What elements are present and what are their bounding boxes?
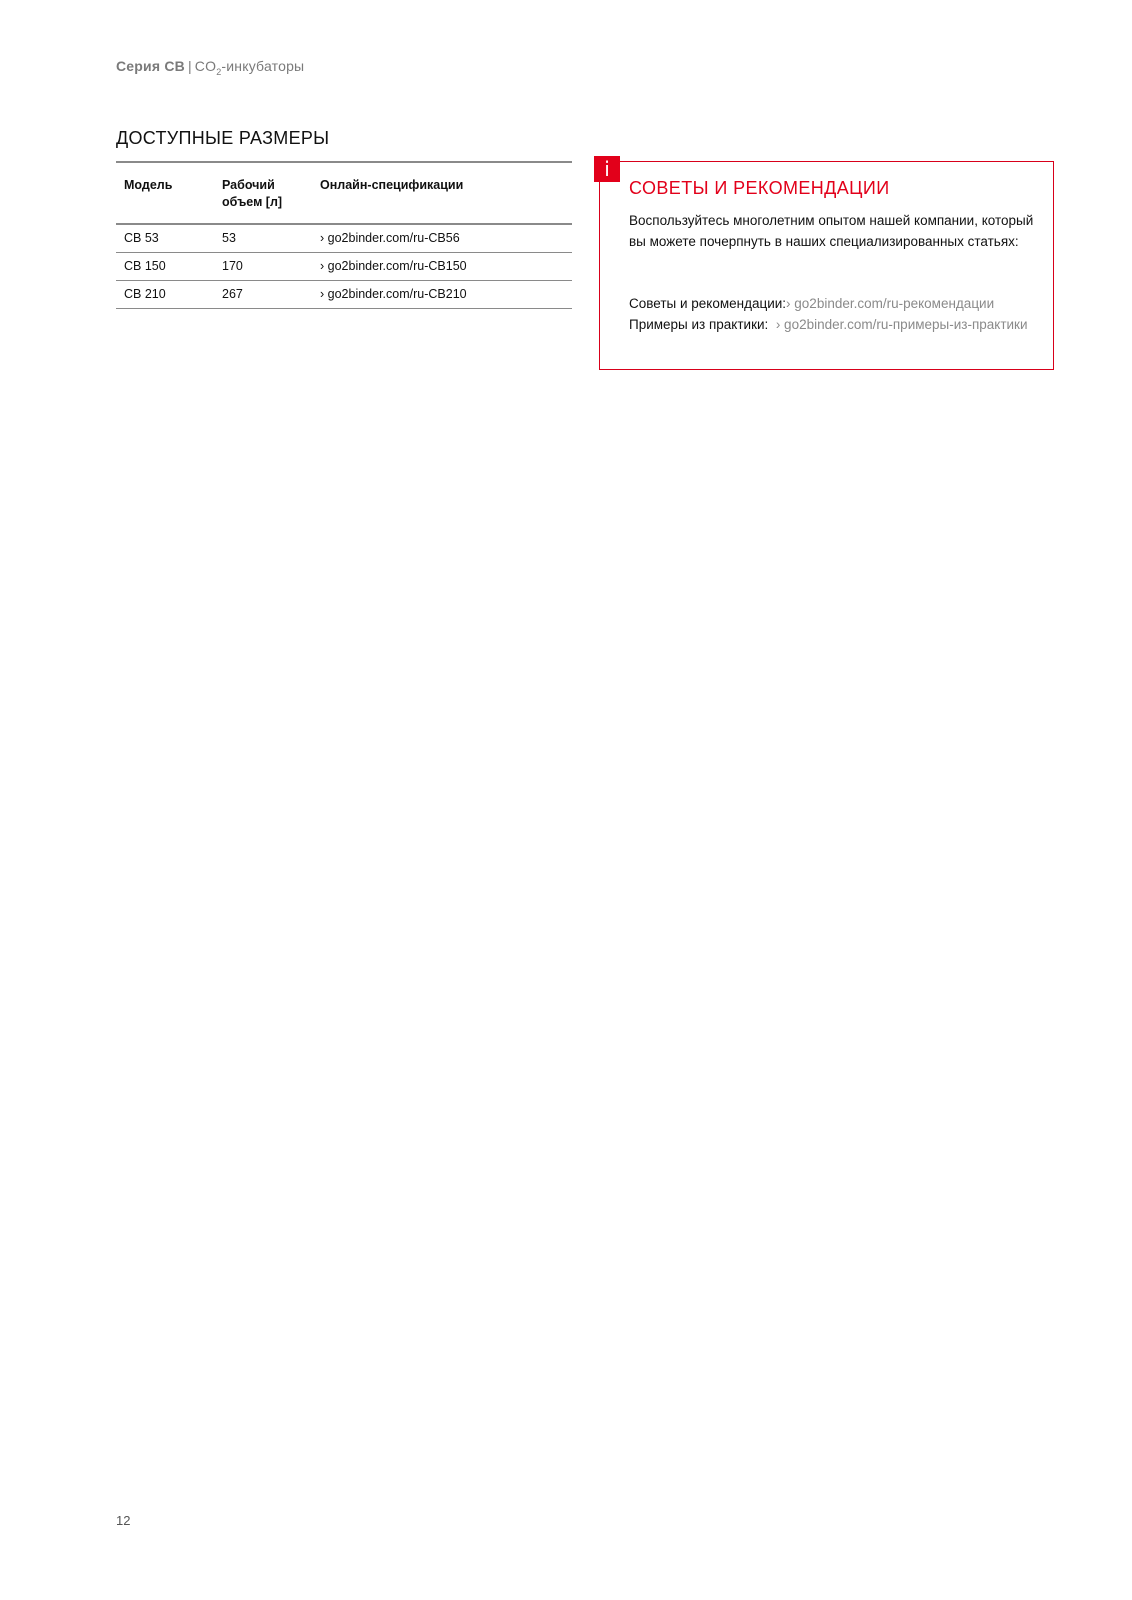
cell-model: CB 150 [116, 253, 214, 281]
cell-model: CB 53 [116, 224, 214, 253]
tips-link[interactable]: › go2binder.com/ru-рекомендации [786, 296, 995, 311]
cell-spec-link[interactable]: › go2binder.com/ru-CB210 [312, 281, 572, 309]
running-head [116, 58, 304, 77]
table-row [116, 253, 572, 281]
tips-box [599, 157, 1054, 370]
column-header-specs: Онлайн-спецификации [320, 178, 464, 192]
table-row [116, 224, 572, 253]
column-header-volume: Рабочий объем [л] [222, 178, 283, 209]
cell-spec-link[interactable]: › go2binder.com/ru-CB150 [312, 253, 572, 281]
tips-body: Воспользуйтесь многолетним опытом нашей компании, который вы можете почерпнуть в наших специализированных статьях: [629, 213, 1034, 249]
practice-link[interactable]: › go2binder.com/ru-примеры-из-практики [775, 317, 1028, 332]
cell-volume: 267 [214, 281, 312, 309]
tips-title: СОВЕТЫ И РЕКОМЕНДАЦИИ [629, 178, 890, 198]
page-number: 12 [116, 1513, 131, 1528]
series-name: Серия CB [116, 58, 185, 74]
header-separator: | [187, 58, 192, 74]
sizes-title: ДОСТУПНЫЕ РАЗМЕРЫ [116, 128, 330, 148]
table-row [116, 281, 572, 309]
cell-volume: 53 [214, 224, 312, 253]
tips-link-label: Советы и рекомендации: [629, 296, 787, 311]
column-header-model: Модель [124, 178, 173, 192]
header-subtitle-subscript: 2 [216, 66, 222, 77]
info-icon: i [594, 156, 620, 182]
cell-volume: 170 [214, 253, 312, 281]
tips-links [629, 293, 1054, 335]
table-header-row [116, 162, 572, 224]
cell-spec-link[interactable]: › go2binder.com/ru-CB56 [312, 224, 572, 253]
cell-model: CB 210 [116, 281, 214, 309]
header-subtitle-prefix: CO [194, 58, 217, 74]
sizes-table [116, 161, 572, 309]
header-subtitle-suffix: -инкубаторы [221, 58, 305, 74]
practice-link-label: Примеры из практики: [629, 317, 769, 332]
